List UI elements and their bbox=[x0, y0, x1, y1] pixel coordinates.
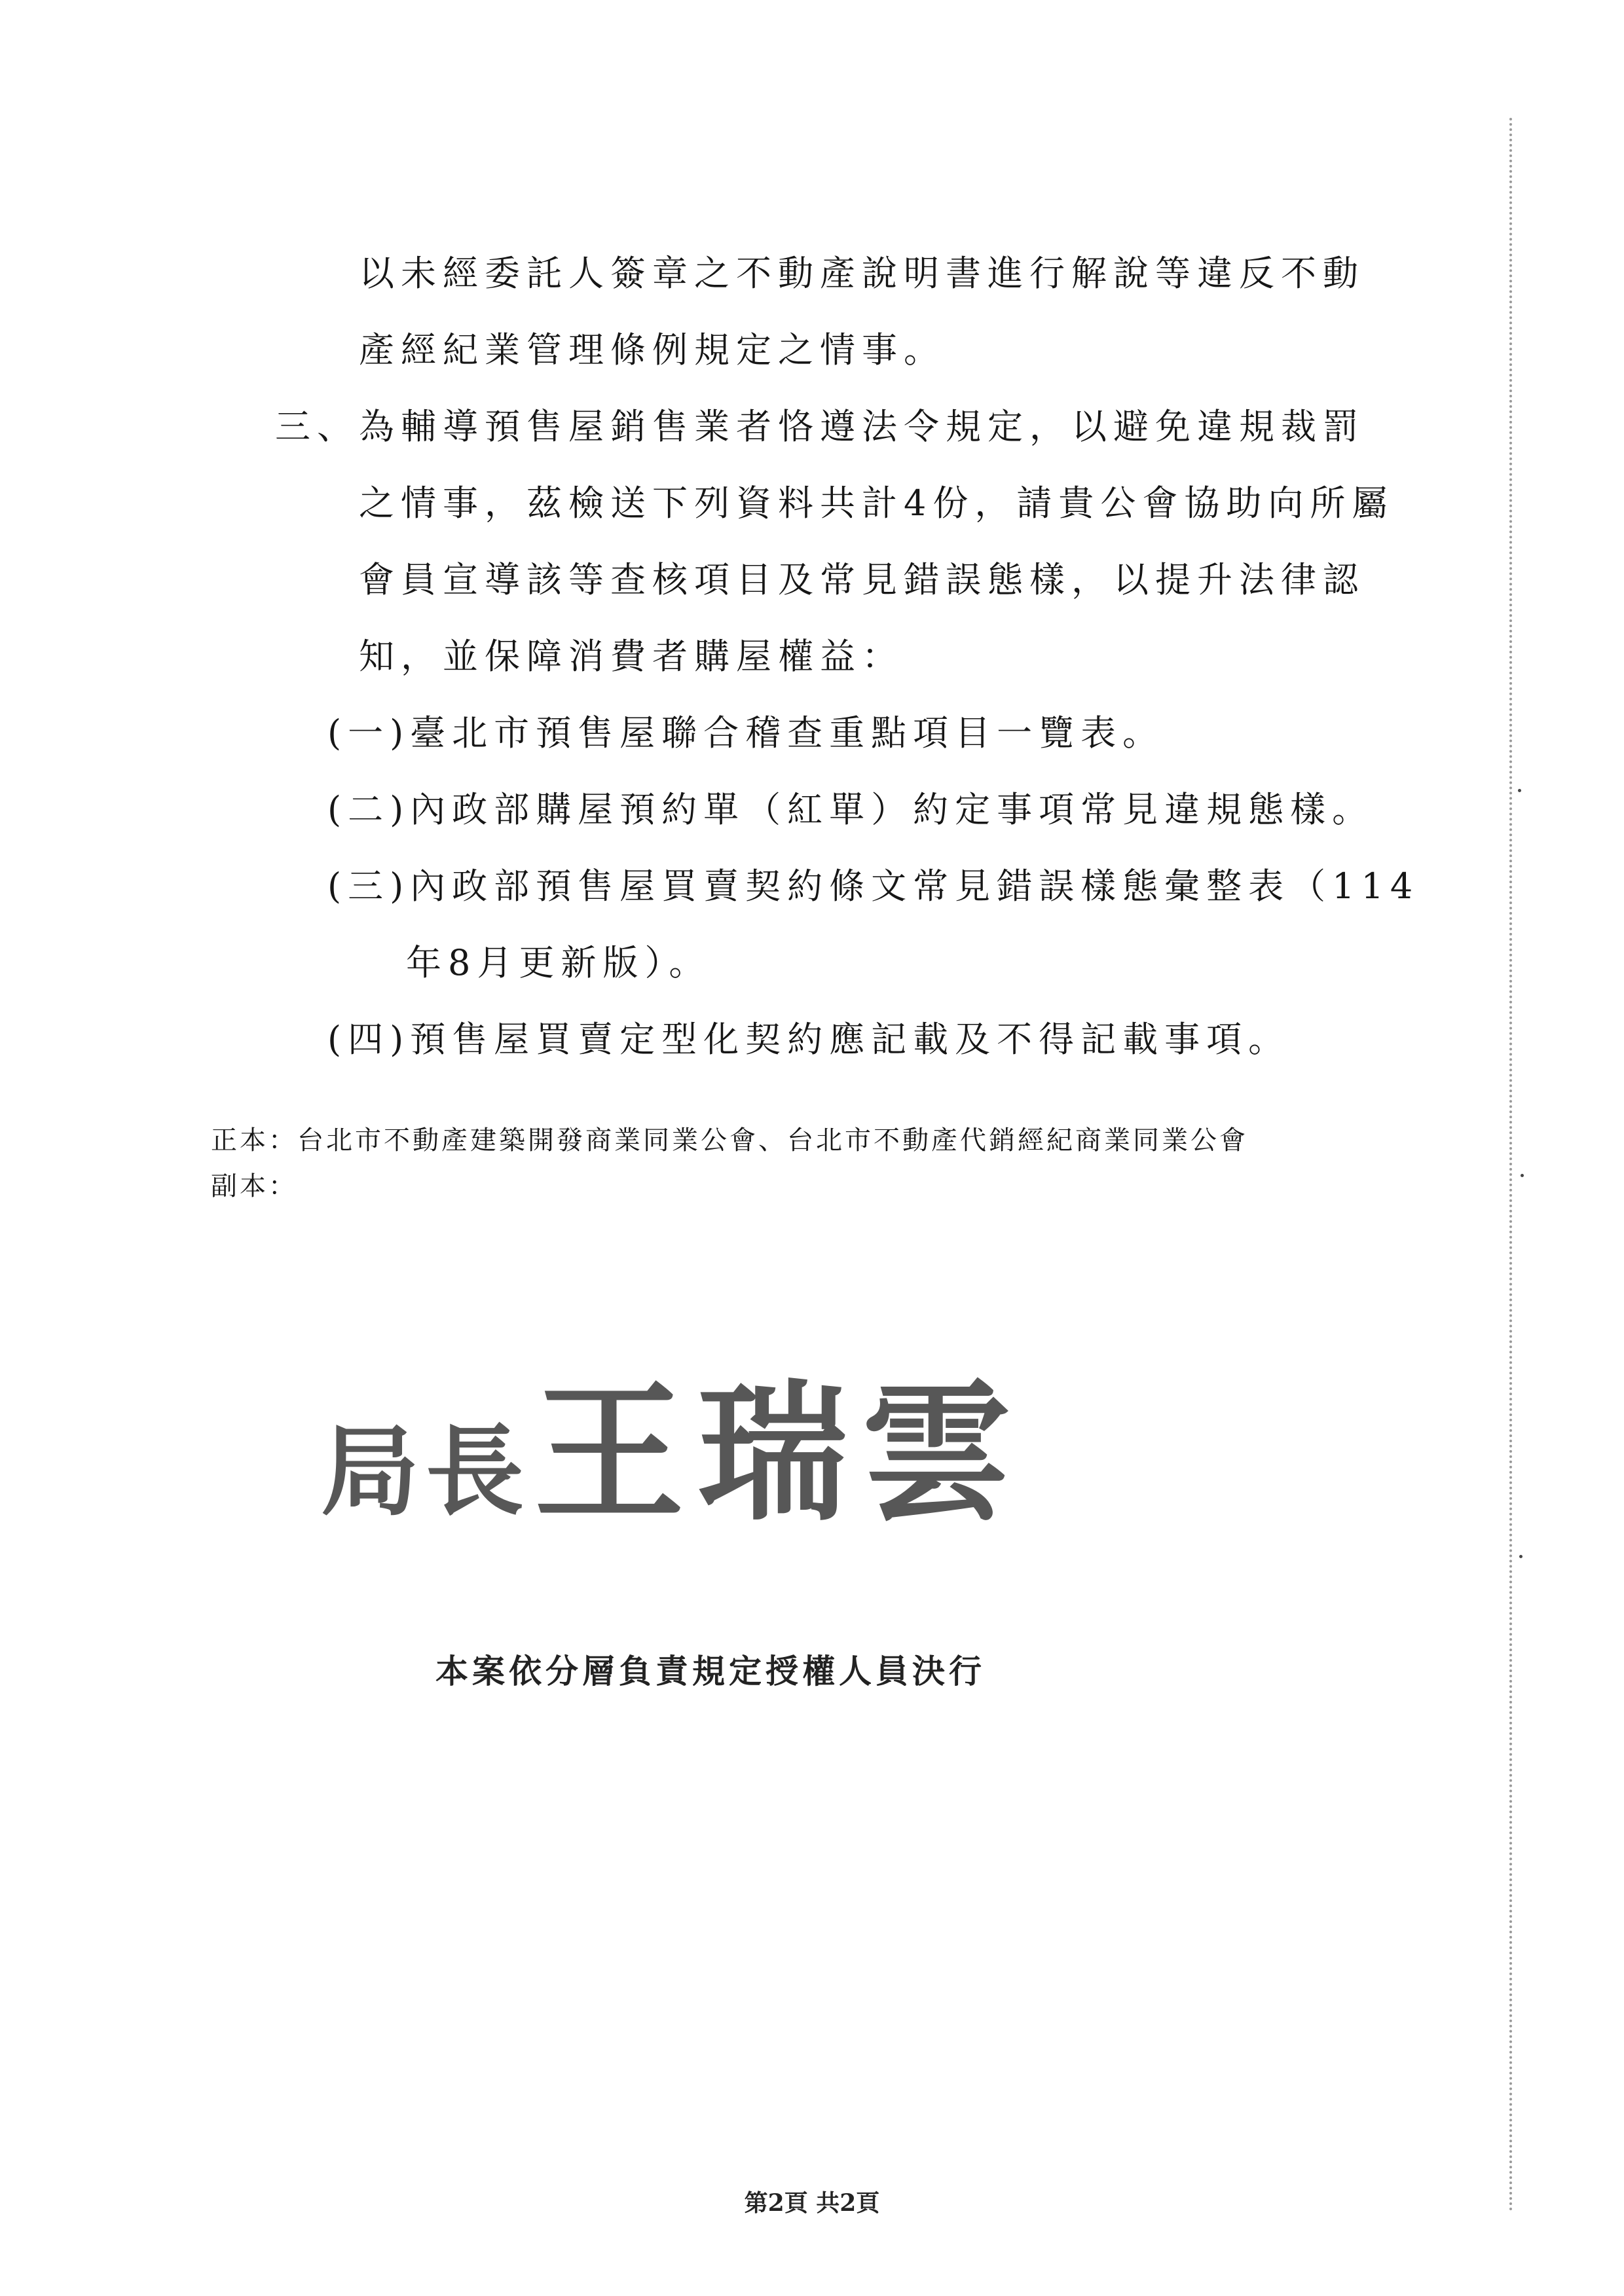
list-item-3: (三)內政部預售屋買賣契約條文常見錯誤樣態彙整表（114 bbox=[327, 866, 1420, 907]
list-item-1: (一)臺北市預售屋聯合稽查重點項目一覽表。 bbox=[327, 712, 1165, 754]
page-number: 第2頁 共2頁 bbox=[744, 2189, 880, 2217]
delegation-note: 本案依分層負責規定授權人員決行 bbox=[435, 1652, 986, 1690]
distribution-copy: 副本： bbox=[211, 1171, 297, 1201]
scan-speck bbox=[1519, 1555, 1522, 1558]
scan-speck bbox=[1518, 789, 1521, 792]
seal-name: 王瑞雲 bbox=[534, 1365, 1025, 1542]
seal-title: 局長 bbox=[321, 1414, 531, 1529]
binding-line bbox=[1509, 118, 1512, 2213]
scan-speck bbox=[1521, 1174, 1524, 1177]
body-line: 知，並保障消費者購屋權益： bbox=[359, 636, 904, 677]
section-three-heading: 三、為輔導預售屋銷售業者恪遵法令規定，以避免違規裁罰 bbox=[275, 406, 1365, 447]
body-line: 會員宣導該等查核項目及常見錯誤態樣，以提升法律認 bbox=[359, 559, 1365, 600]
list-item-3-continued: 年8月更新版）。 bbox=[406, 942, 711, 983]
list-item-4: (四)預售屋買賣定型化契約應記載及不得記載事項。 bbox=[327, 1019, 1291, 1060]
body-line: 之情事，茲檢送下列資料共計4份，請貴公會協助向所屬 bbox=[359, 483, 1394, 524]
list-item-2: (二)內政部購屋預約單（紅單）約定事項常見違規態樣。 bbox=[327, 789, 1375, 830]
director-seal bbox=[321, 1355, 1080, 1571]
body-line: 產經紀業管理條例規定之情事。 bbox=[359, 329, 946, 371]
distribution-original: 正本：台北市不動產建築開發商業同業公會、台北市不動產代銷經紀商業同業公會 bbox=[211, 1125, 1248, 1156]
body-line: 以未經委託人簽章之不動產說明書進行解說等違反不動 bbox=[359, 253, 1365, 294]
